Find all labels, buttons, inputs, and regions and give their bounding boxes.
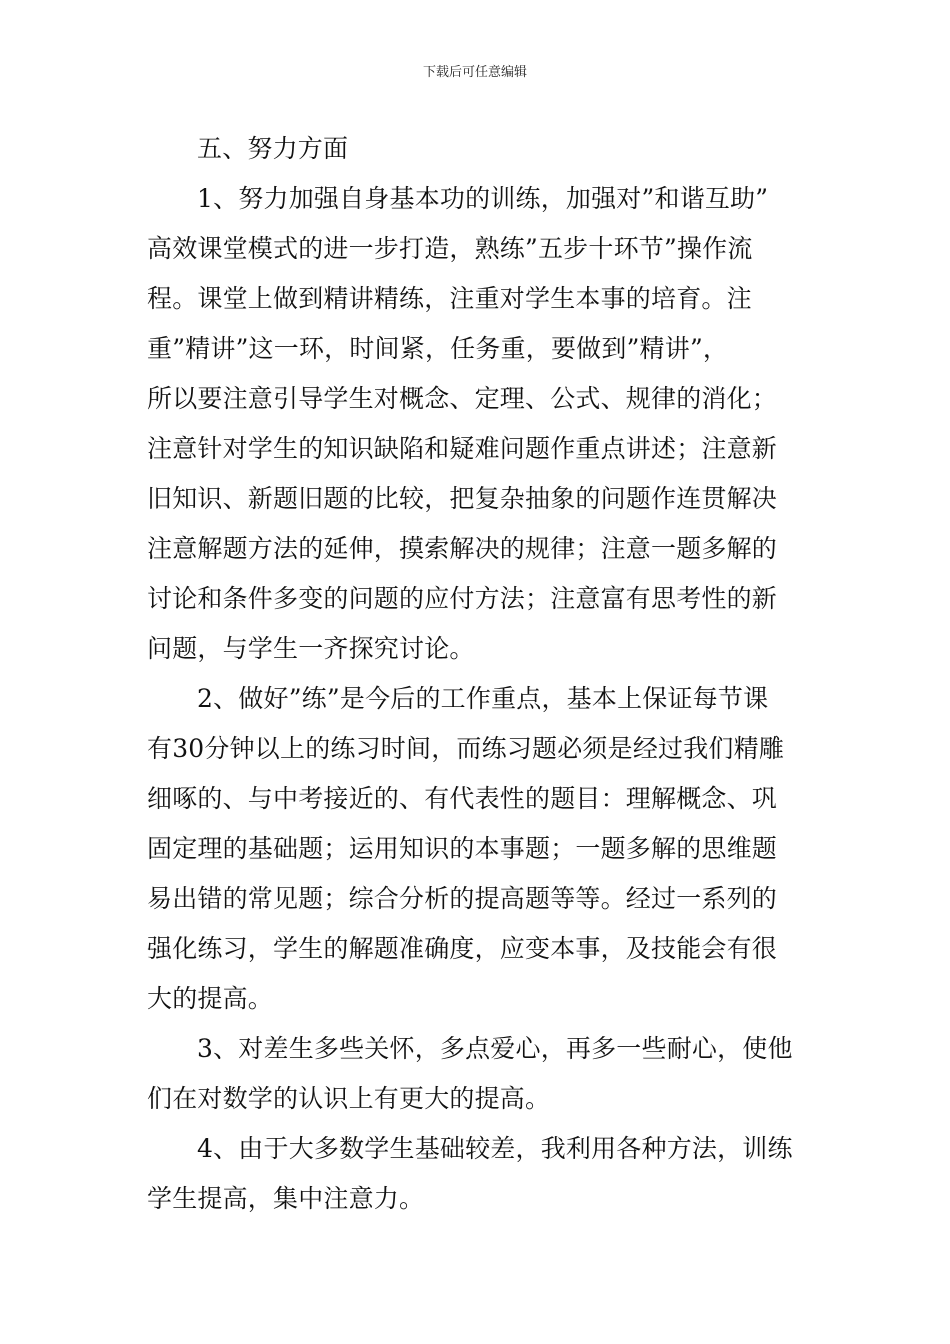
paragraph-3: [147, 1024, 812, 1124]
paragraph-line: 旧知识、新题旧题的比较，把复杂抽象的问题作连贯解决: [147, 484, 778, 513]
paragraph-line: 大的提高。: [147, 984, 274, 1013]
paragraph-line: 细啄的、与中考接近的、有代表性的题目：理解概念、巩: [147, 784, 778, 813]
paragraph-line: 学生提高，集中注意力。: [147, 1184, 425, 1213]
paragraph-line: 讨论和条件多变的问题的应付方法；注意富有思考性的新: [147, 584, 778, 613]
paragraph-1: [147, 174, 812, 674]
paragraph-line: 高效课堂模式的进一步打造，熟练”五步十环节”操作流: [147, 234, 753, 263]
paragraph-4: [147, 1124, 812, 1224]
paragraph-line: 强化练习，学生的解题准确度，应变本事，及技能会有很: [147, 934, 778, 963]
paragraph-line: 注意针对学生的知识缺陷和疑难问题作重点讲述；注意新: [147, 434, 778, 463]
paragraph-line: 问题，与学生一齐探究讨论。: [147, 634, 475, 663]
paragraph-line: 1、努力加强自身基本功的训练，加强对”和谐互助”: [197, 184, 769, 213]
paragraph-line: 3、对差生多些关怀，多点爱心，再多一些耐心，使他: [197, 1034, 793, 1063]
paragraph-line: 重”精讲”这一环，时间紧，任务重，要做到”精讲”，: [147, 334, 729, 363]
paragraph-line: 注意解题方法的延伸，摸索解决的规律；注意一题多解的: [147, 534, 778, 563]
paragraph-line: 所以要注意引导学生对概念、定理、公式、规律的消化；: [147, 384, 778, 413]
section-heading: 五、努力方面: [197, 134, 349, 163]
paragraph-line: 们在对数学的认识上有更大的提高。: [147, 1084, 551, 1113]
paragraph-line: 2、做好”练”是今后的工作重点，基本上保证每节课: [197, 684, 769, 713]
paragraph-line: 固定理的基础题；运用知识的本事题；一题多解的思维题: [147, 834, 778, 863]
paragraph-2: [147, 674, 812, 1024]
paragraph-line: 程。课堂上做到精讲精练，注重对学生本事的培育。注: [147, 284, 752, 313]
paragraph-line: 易出错的常见题；综合分析的提高题等等。经过一系列的: [147, 884, 778, 913]
page-header: 下载后可任意编辑: [422, 65, 527, 80]
document-body: [147, 124, 812, 1224]
paragraph-line: 有30分钟以上的练习时间，而练习题必须是经过我们精雕: [147, 734, 785, 763]
paragraph-line: 4、由于大多数学生基础较差，我利用各种方法，训练: [197, 1134, 793, 1163]
